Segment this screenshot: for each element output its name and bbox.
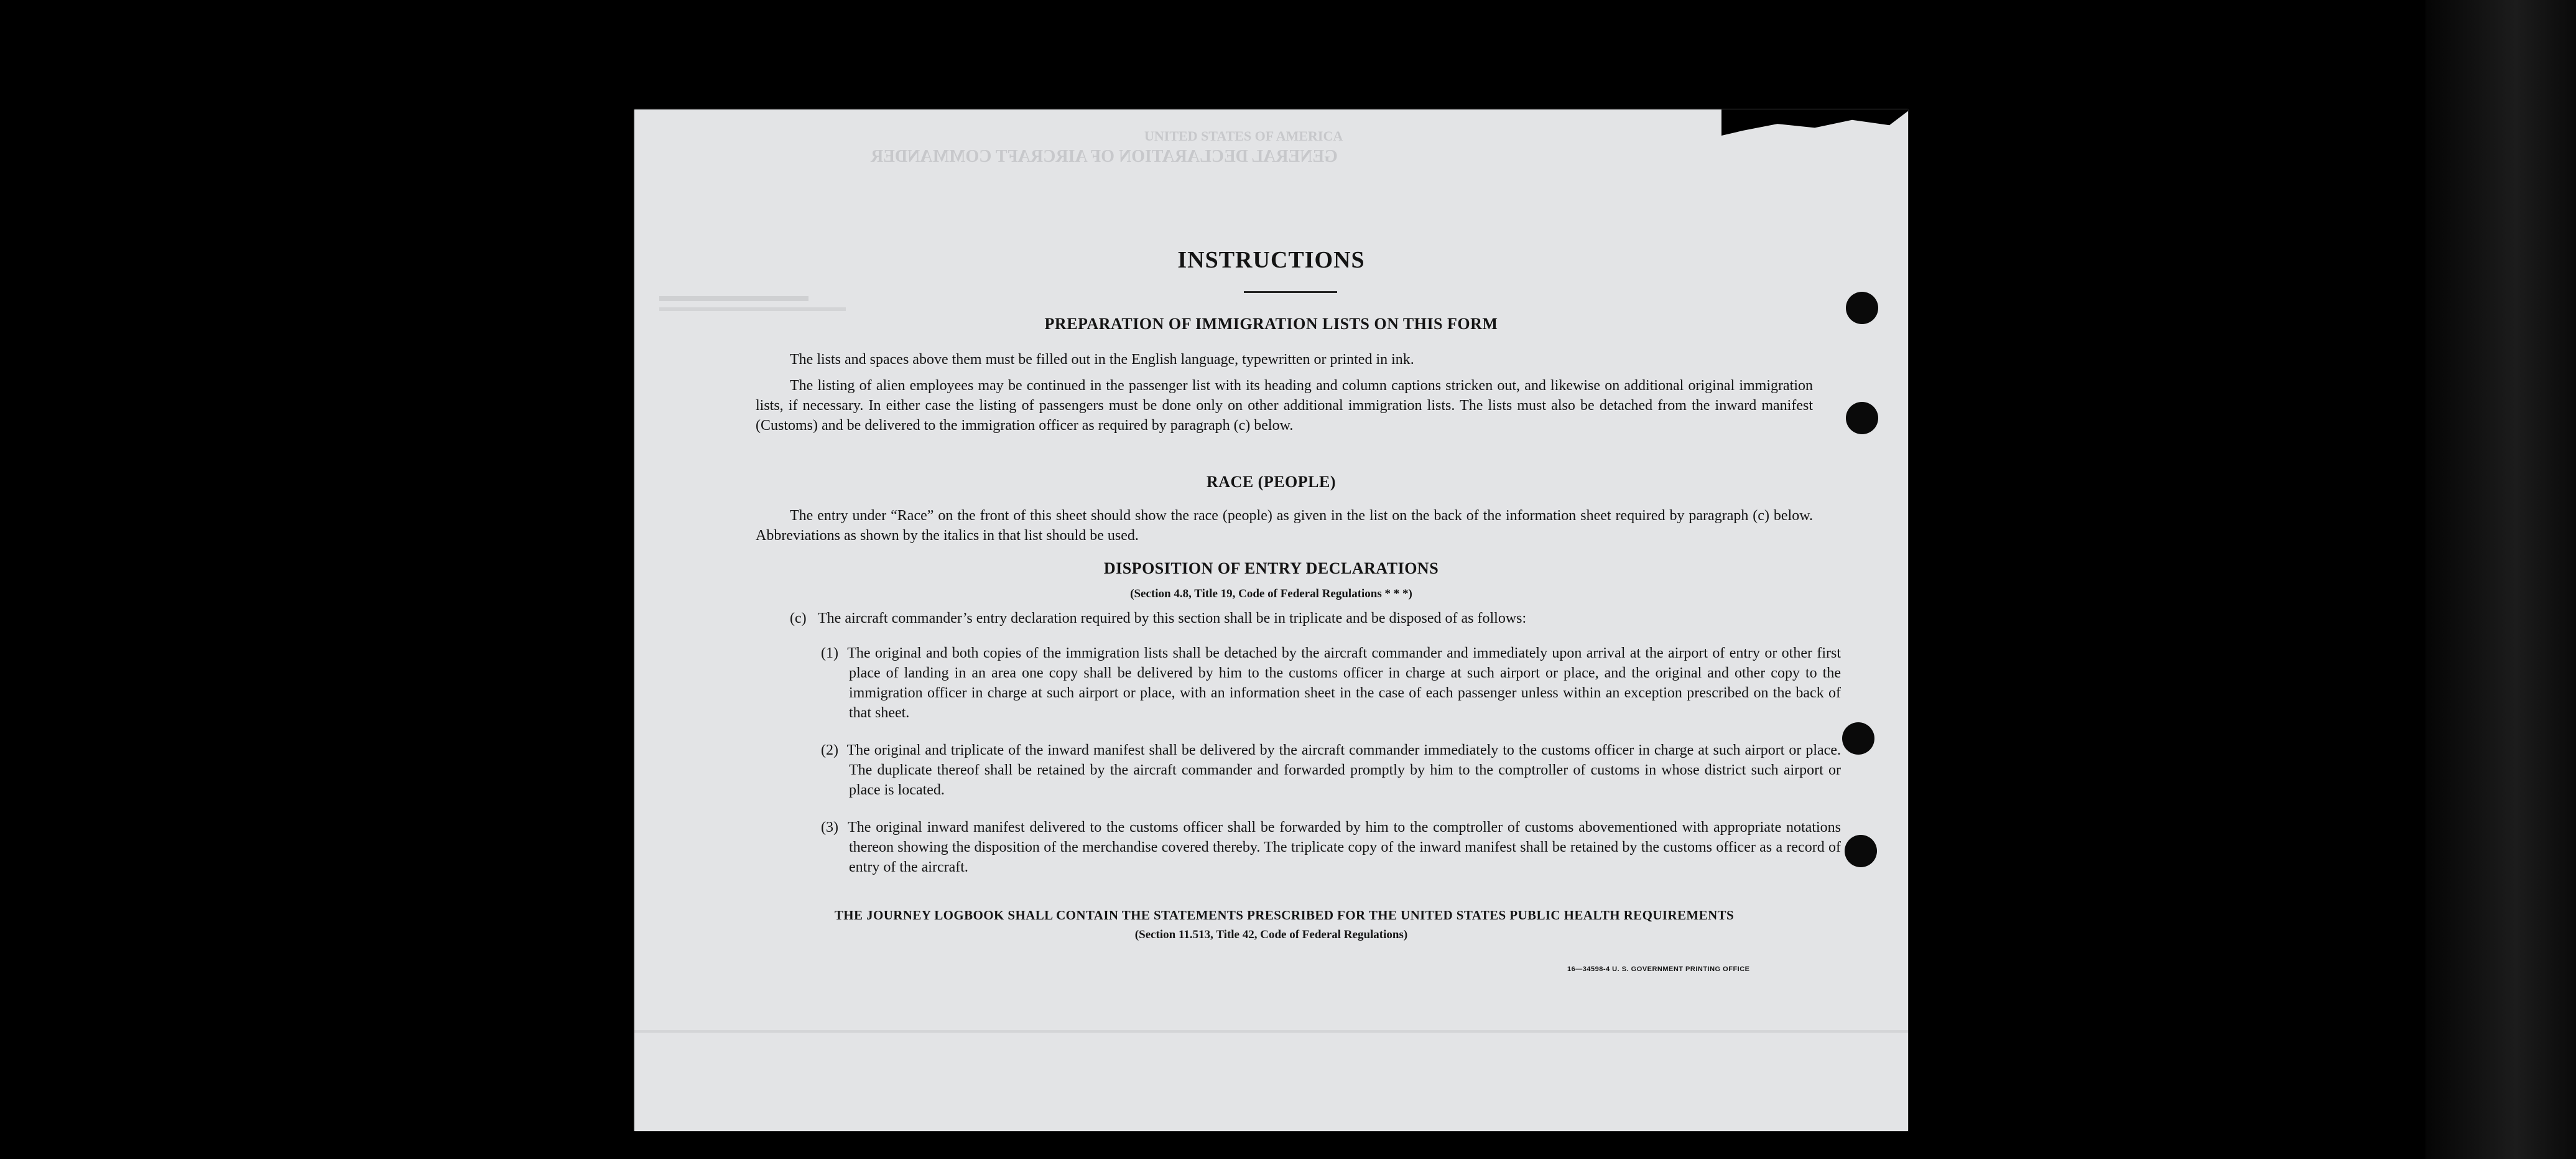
bleed-through-text [908,172,911,186]
bleed-through-text: GENERAL DECLARATION OF AIRCRAFT COMMANDER [871,147,1338,166]
citation-disposition: (Section 4.8, Title 19, Code of Federal Regulations * * *) [1130,587,1412,600]
list-item [821,643,1841,723]
title-underline [1244,291,1337,293]
paragraph-race: The entry under “Race” on the front of this sheet should show the race (people) as given in the list on the back of the information sheet required by paragraph (c) below. Abbreviations as shown by the italics in that list should be used. [756,508,1813,544]
binder-hole [1846,402,1878,434]
list-item [821,740,1841,800]
journey-logbook-statement: THE JOURNEY LOGBOOK SHALL CONTAIN THE STATEMENTS PRESCRIBED FOR THE UNITED STATES PUBLIC HEALTH REQUIREMENTS [834,908,1735,923]
list-item-marker: (1) [821,645,838,661]
heading-disposition: DISPOSITION OF ENTRY DECLARATIONS [1103,559,1439,577]
scanner-edge [2425,0,2576,1159]
bleed-through-stamp [784,156,791,187]
list-item [821,817,1841,877]
document-title: INSTRUCTIONS [1177,247,1365,273]
list-item-marker: (2) [821,742,838,758]
list-item-marker: (3) [821,819,838,836]
torn-corner [1721,109,1908,136]
bleed-through-line [634,1030,1908,1033]
citation-journey: (Section 11.513, Title 42, Code of Federal Regulations) [1134,928,1408,941]
list-item-text: The original inward manifest delivered to the customs officer shall be forwarded by him to the comptroller of customs abovementioned with appropriate notations thereon showing the disposition of the merchandise covered thereby. The triplicate copy of the inward manifest shall be retained by the customs officer as a record of entry of the aircraft. [848,819,1841,875]
printer-imprint: 16—34598-4 U. S. GOVERNMENT PRINTING OFFICE [1567,966,1750,973]
paragraph-preparation-1: The lists and spaces above them must be filled out in the English language, typewritten or printed in ink. [790,351,1414,368]
paragraph-preparation-2: The listing of alien employees may be continued in the passenger list with its heading and column captions stricken out, and likewise on additional original immigration lists, if necessary. In either case the listing of passengers must be done only on other additional immigration lists. The lists must also be detached from the inward manifest (Customs) and be delivered to the immigration officer as required by paragraph (c) below. [756,378,1813,434]
heading-preparation: PREPARATION OF IMMIGRATION LISTS ON THIS FORM [1044,315,1498,333]
binder-hole [1842,722,1874,755]
paragraph-disposition-intro: The aircraft commander’s entry declaration required by this section shall be in triplicate and be disposed of as follows: [818,610,1527,626]
list-item-text: The original and both copies of the immigration lists shall be detached by the aircraft commander and immediately upon arrival at the airport of entry or other first place of landing in an area one copy shall be delivered by him to the customs officer in charge at such airport or place, and the original and other copy to the immigration officer in charge at such airport or place, with an information sheet in the case of each passenger unless within an exception prescribed on the back of that sheet. [847,645,1842,721]
bleed-through-line [659,296,808,301]
document-page [634,109,1908,1131]
bleed-through-line [659,307,846,311]
heading-race: RACE (PEOPLE) [1207,473,1336,491]
bleed-through-text: UNITED STATES OF AMERICA [1144,128,1343,144]
binder-hole [1845,835,1877,867]
list-item-text: The original and triplicate of the inward manifest shall be delivered by the aircraft commander immediately to the customs officer in charge at such airport or place. The duplicate thereof shall be retained by the aircraft commander and forwarded promptly by him to the comptroller of customs in whose district such airport or place is located. [846,742,1841,798]
intro-marker: (c) [790,610,807,626]
